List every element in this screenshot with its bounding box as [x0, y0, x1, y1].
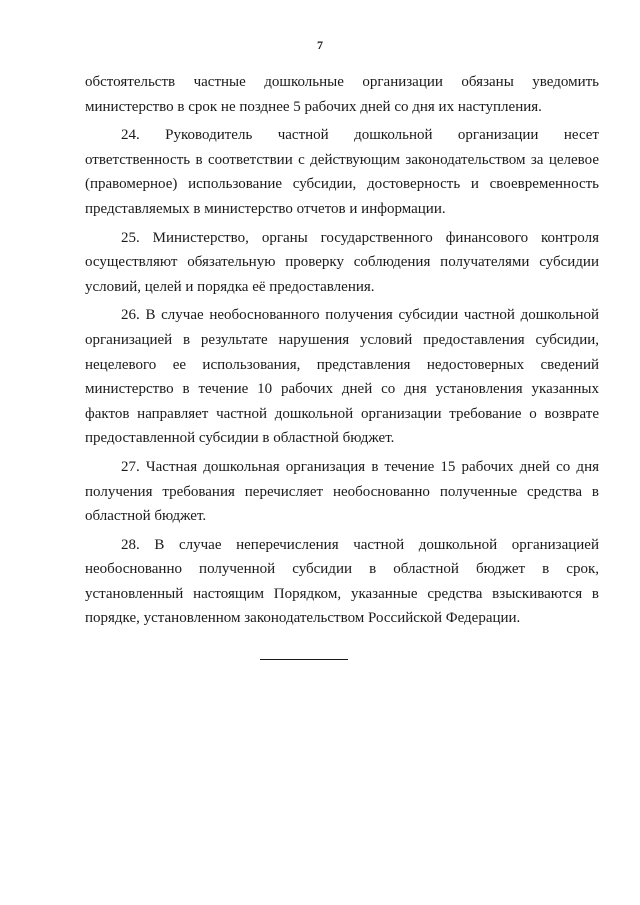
end-separator-line [260, 659, 348, 660]
paragraph-clause-28: 28. В случае неперечисления частной дошкольной организацией необоснованно полученной субсидии в областной бюджет в срок, установленный настоящим Порядком, указанные средства взыскиваются в порядке, установленном законодательством Российской Федерации. [85, 536, 599, 627]
paragraph-clause-27: 27. Частная дошкольная организация в течение 15 рабочих дней со дня получения требования перечисляет необоснованно полученные средства в областной бюджет. [85, 458, 599, 525]
paragraph-clause-24: 24. Руководитель частной дошкольной организации несет ответственность в соответствии с действующим законодательством за целевое (правомерное) использование субсидии, достоверность и своевременность представляемых в министерство отчетов и информации. [85, 127, 599, 217]
page-number: 7 [317, 38, 323, 52]
paragraph-continuation: обстоятельств частные дошкольные организации обязаны уведомить министерство в срок не позднее 5 рабочих дней со дня их наступления. [85, 74, 599, 115]
paragraph-clause-26: 26. В случае необоснованного получения субсидии частной дошкольной организацией в результате нарушения условий предоставления субсидии, нецелевого ее использования, представления недостоверных сведений министерство в течение 10 рабочих дней со дня установления указанных фактов направляет частной дошкольной организации требование о возврате предоставленной субсидии в областной бюджет. [85, 307, 599, 447]
document-body [85, 70, 599, 631]
paragraph-clause-25: 25. Министерство, органы государственного финансового контроля осуществляют обязательную проверку соблюдения получателями субсидии условий, целей и порядка её предоставления. [85, 229, 599, 295]
